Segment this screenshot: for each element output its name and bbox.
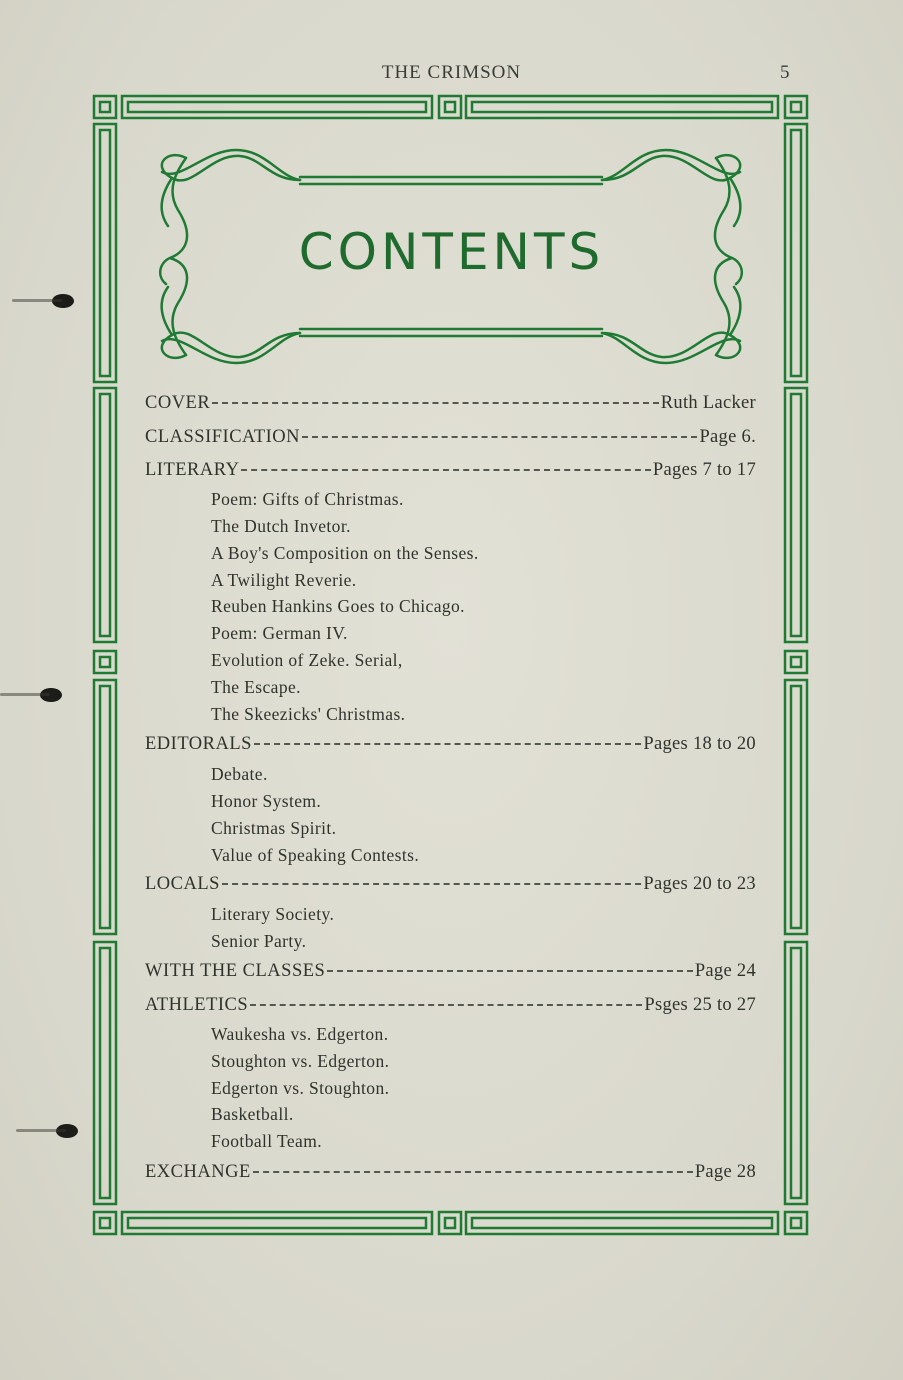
toc-subitem: Literary Society. (211, 904, 335, 924)
toc-subitem: Edgerton vs. Stoughton. (211, 1078, 390, 1098)
toc-subitem: The Skeezicks' Christmas. (211, 704, 406, 724)
toc-entry-exchange (145, 1162, 756, 1186)
toc-entry-locals (145, 874, 756, 898)
toc-subitem: A Twilight Reverie. (211, 570, 357, 590)
dot-leader (250, 1004, 642, 1006)
toc-subitem: Basketball. (211, 1104, 294, 1124)
toc-subitem: Senior Party. (211, 931, 307, 951)
dot-leader (222, 883, 641, 885)
toc-entry-label: WITH THE CLASSES (145, 961, 326, 981)
toc-subitem: A Boy's Composition on the Senses. (211, 543, 479, 563)
toc-entry-label: EDITORALS (145, 734, 252, 754)
toc-entry-pages: Page 28 (694, 1162, 756, 1182)
toc-subitem: Poem: Gifts of Christmas. (211, 489, 404, 509)
toc-entry-pages: Psges 25 to 27 (644, 995, 756, 1015)
toc-entry-pages: Pages 20 to 23 (643, 874, 756, 894)
toc-entry-label: COVER (145, 393, 211, 413)
toc-entry-pages: Pages 18 to 20 (643, 734, 756, 754)
dot-leader (327, 970, 692, 972)
toc-subitem: Stoughton vs. Edgerton. (211, 1051, 390, 1071)
dot-leader (241, 469, 650, 471)
toc-entry-pages: Page 24 (694, 961, 756, 981)
toc-subitem: Value of Speaking Contests. (211, 845, 420, 865)
toc-entry-label: LITERARY (145, 460, 240, 480)
toc-entry-classification (145, 427, 756, 451)
toc-subitem: Waukesha vs. Edgerton. (211, 1024, 389, 1044)
toc-subitem: The Dutch Invetor. (211, 516, 351, 536)
dot-leader (253, 1171, 693, 1173)
toc-subitem: Evolution of Zeke. Serial, (211, 650, 403, 670)
contents-title: CONTENTS (298, 223, 605, 281)
toc-entry-label: EXCHANGE (145, 1162, 251, 1182)
toc-subitem: Football Team. (211, 1131, 322, 1151)
dot-leader (302, 436, 697, 438)
toc-entry-literary (145, 460, 756, 484)
page-number: 5 (780, 62, 790, 83)
running-title: THE CRIMSON (381, 62, 522, 83)
toc-subitem: Reuben Hankins Goes to Chicago. (211, 596, 465, 616)
toc-entry-with-the-classes (145, 961, 756, 985)
toc-entry-pages: Ruth Lacker (660, 393, 756, 413)
toc-entry-cover (145, 393, 756, 417)
toc-subitem: Poem: German IV. (211, 623, 348, 643)
toc-subitem: The Escape. (211, 677, 301, 697)
toc-subitem: Debate. (211, 764, 268, 784)
toc-entry-label: ATHLETICS (145, 995, 249, 1015)
toc-entry-athletics (145, 995, 756, 1019)
toc-entry-editorals (145, 734, 756, 758)
toc-entry-label: LOCALS (145, 874, 220, 894)
dot-leader (254, 743, 641, 745)
toc-subitem: Christmas Spirit. (211, 818, 337, 838)
dot-leader (212, 402, 659, 404)
toc-entry-pages: Page 6. (699, 427, 756, 447)
toc-entry-label: CLASSIFICATION (145, 427, 301, 447)
toc-subitem: Honor System. (211, 791, 322, 811)
toc-entry-pages: Pages 7 to 17 (652, 460, 756, 480)
